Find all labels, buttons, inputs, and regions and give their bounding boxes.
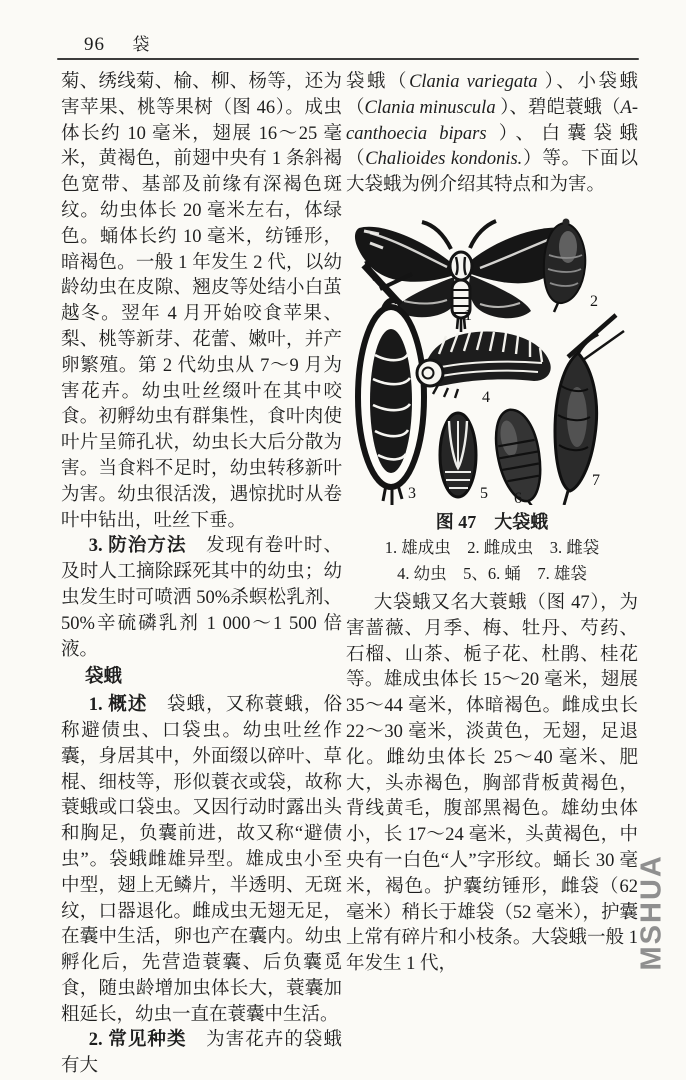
figure-label-4: 4 bbox=[482, 388, 490, 406]
paragraph-bagworm-overview: 1. 概述 袋蛾，又称蓑蛾，俗称避债虫、口袋虫。幼虫吐丝作囊，身居其中，外面缀以碎叶、草棍、细枝等，形似蓑衣或袋，故称蓑蛾或口袋虫。又因行动时露出头和胸足，负囊前进，故又称“避债虫”。袋蛾雌雄异型。雄成虫小至中型，翅上无鳞片，半透明、无斑纹，口器退化。雌成虫无翅无足，在囊中生活，卵也产在囊内。幼虫孵化后，先营造蓑囊、后负囊觅食，随虫龄增加虫体长大，蓑囊加粗延长，幼虫一直在蓑囊中生活。 bbox=[61, 695, 342, 1025]
page-number: 96 bbox=[84, 34, 105, 55]
figure-label-6: 6 bbox=[514, 489, 522, 507]
figure-caption-title: 图 47 大袋蛾 bbox=[435, 511, 549, 532]
paragraph-species-list: 袋蛾（Clania variegata ）、小袋蛾（Clania minuscula ）、碧皑蓑蛾（A-canthoecia bipars ）、白囊袋蛾（Chalioides kondonis.）等。下面以大袋蛾为例介绍其特点和为害。 bbox=[346, 72, 638, 196]
section-heading-bagworm: 袋蛾 bbox=[85, 667, 123, 688]
figure-label-2: 2 bbox=[590, 292, 598, 310]
paragraph-giant-bagworm: 大袋蛾又名大蓑蛾（图 47），为害蔷薇、月季、梅、牡丹、芍药、石榴、山茶、栀子花、杜鹃、桂花等。雄成虫体长 15～20 毫米，翅展 35～44 毫米，体暗褐色。雌成虫长 22～30 毫米，淡黄色，无翅，足退化。雌幼虫体长 25～40 毫米、肥大，头赤褐色，胸部背板黄褐色，背线黄毛，腹部黑褐色。雄幼虫体小，长 17～24 毫米，头黄褐色，中央有一白色“人”字形纹。蛹长 30 毫米，褐色。护囊纺锤形，雌袋（62 毫米）稍长于雄袋（52 毫米），护囊上常有碎片和小枝条。大袋蛾一般 1 年发生 1 代， bbox=[346, 592, 638, 975]
pupa-ventral-drawing bbox=[440, 413, 476, 497]
figure-caption-block bbox=[346, 509, 638, 587]
paragraph-common-species-lead: 2. 常见种类 为害花卉的袋蛾有大 bbox=[61, 1030, 342, 1077]
left-column bbox=[61, 70, 342, 1080]
paragraph-control-methods: 3. 防治方法 发现有卷叶时、及时人工摘除踩死其中的幼虫；幼虫发生时可喷洒 50%杀螟松乳剂、50%辛硫磷乳剂 1 000～1 500 倍液。 bbox=[61, 536, 342, 660]
running-head-section: 袋 bbox=[132, 35, 151, 54]
right-column bbox=[346, 70, 638, 978]
figure-47-illustration bbox=[346, 205, 638, 505]
figure-legend-line-2: 4. 幼虫 5、6. 蛹 7. 雄袋 bbox=[397, 563, 587, 583]
figure-label-3: 3 bbox=[408, 484, 416, 502]
watermark-mshua: MSHUA bbox=[635, 854, 668, 971]
page-header bbox=[84, 30, 604, 56]
paragraph-pest-description: 菊、绣线菊、榆、柳、杨等，还为害苹果、桃等果树（图 46）。成虫体长约 10 毫米，翅展 16～25 毫米，黄褐色，前翅中央有 1 条斜褐色宽带、基部及前缘有深褐色斑纹。幼虫体长 20 毫米左右，体绿色。蛹体长约 10 毫米，纺锤形，暗褐色。一般 1 年发生 2 代，以幼龄幼虫在皮隙、翘皮等处结小白茧越冬。翌年 4 月开始咬食苹果、梨、桃等新芽、花蕾、嫩叶，并产卵繁殖。第 2 代幼虫从 7～9 月为害花卉。幼虫吐丝缀叶在其中咬食。初孵幼虫有群集性，食叶肉使叶片呈筛孔状，幼虫长大后分散为害。当食料不足时，幼虫转移新叶为害。幼虫很活泼，遇惊扰时从卷叶中钻出，吐丝下垂。 bbox=[61, 72, 342, 531]
figure-label-5: 5 bbox=[480, 484, 488, 502]
header-rule bbox=[57, 58, 639, 60]
figure-47 bbox=[346, 205, 638, 505]
figure-label-1: 1 bbox=[464, 306, 472, 324]
figure-legend-line-1: 1. 雄成虫 2. 雌成虫 3. 雌袋 bbox=[384, 537, 600, 557]
figure-label-7: 7 bbox=[592, 471, 600, 489]
male-bag-drawing bbox=[555, 315, 624, 505]
